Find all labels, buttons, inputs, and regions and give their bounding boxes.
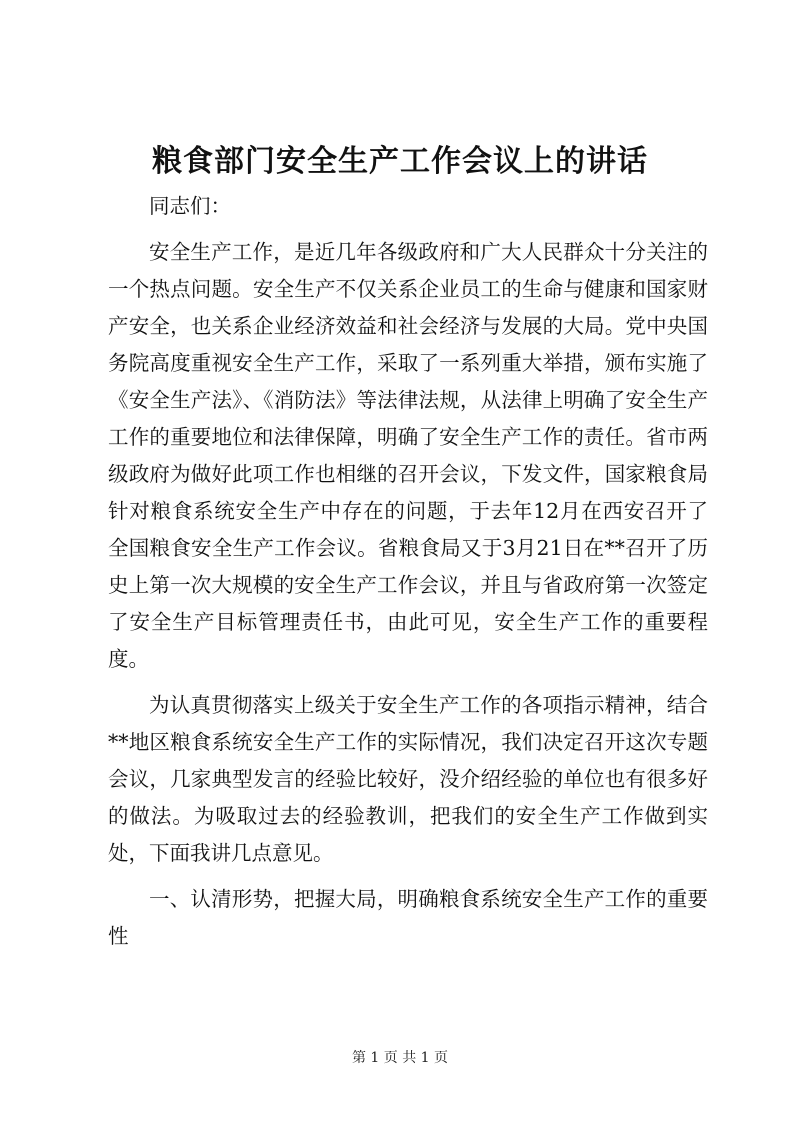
document-body	[108, 188, 708, 955]
page-number-footer: 第 1 页 共 1 页	[351, 1050, 449, 1066]
paragraph-1: 安全生产工作，是近几年各级政府和广大人民群众十分关注的一个热点问题。安全生产不仅关系企业员工的生命与健康和国家财产安全，也关系企业经济效益和社会经济与发展的大局。党中央国务院高度重视安全生产工作，采取了一系列重大举措，颁布实施了《安全生产法》、《消防法》等法律法规，从法律上明确了安全生产工作的重要地位和法律保障，明确了安全生产工作的责任。省市两级政府为做好此项工作也相继的召开会议，下发文件，国家粮食局针对粮食系统安全生产中存在的问题，于去年12月在西安召开了全国粮食安全生产工作会议。省粮食局又于3月21日在**召开了历史上第一次大规模的安全生产工作会议，并且与省政府第一次签定了安全生产目标管理责任书，由此可见，安全生产工作的重要程度。	[108, 240, 708, 671]
document-title: 粮食部门安全生产工作会议上的讲话	[152, 144, 648, 179]
paragraph-2: 为认真贯彻落实上级关于安全生产工作的各项指示精神，结合**地区粮食系统安全生产工作的实际情况，我们决定召开这次专题会议，几家典型发言的经验比较好，没介绍经验的单位也有很多好的做法。为吸取过去的经验教训，把我们的安全生产工作做到实处，下面我讲几点意见。	[108, 693, 708, 865]
section-heading-1: 一、认清形势，把握大局，明确粮食系统安全生产工作的重要性	[108, 887, 708, 948]
greeting: 同志们：	[149, 194, 231, 218]
